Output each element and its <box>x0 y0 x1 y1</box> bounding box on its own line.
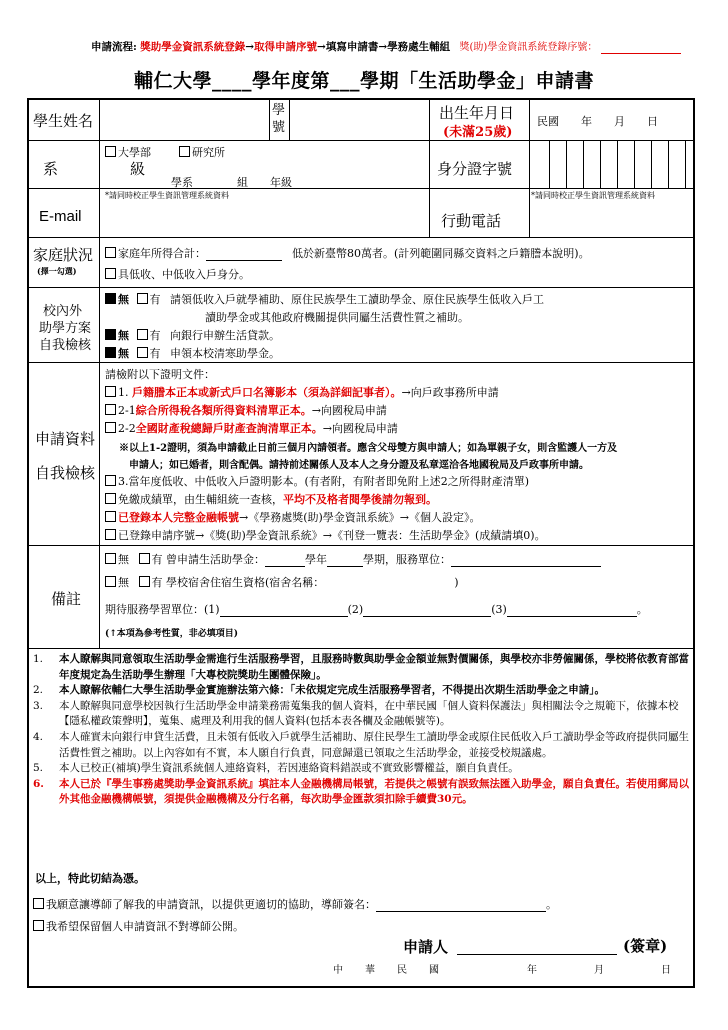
mentor-consent-option[interactable] <box>33 896 557 912</box>
application-form <box>27 98 695 988</box>
aid-1-no-label: 無 <box>118 293 129 306</box>
doc-4[interactable] <box>105 473 529 489</box>
term-5 <box>33 761 689 777</box>
remark-2-no: 無 <box>118 576 129 589</box>
flow-arrow-1: → <box>245 41 255 53</box>
term-4 <box>33 730 689 761</box>
term-1-text: 本人瞭解與同意領取生活助學金需進行生活服務學習，且服務時數與助學金金額並無對價關係，與學校亦非勞僱關係，學校將依教育部當年度規定為生活助學生辦理「大專校院獎助生團體保險」。 <box>59 653 689 681</box>
mentor-consent-label: 我願意讓導師了解我的申請資訊，以提供更適切的協助，導師簽名： <box>46 898 376 911</box>
family-income-tail: 低於新臺幣80萬者。(計列範圍同縣交資料之戶籍謄本說明)。 <box>292 247 590 260</box>
docs-note-2: 申請人；如已婚者，則含配偶。請持前述關係人及本人之身分證及私章逕洽各地國稅局及戶政事所申請。 <box>129 460 589 471</box>
term-3 <box>33 699 689 730</box>
doc-2-text: 綜合所得稅各類所得資料清單正本。 <box>135 404 312 417</box>
birth-date-note: (未滿25歲) <box>443 125 513 140</box>
aid-2-yes-checkbox[interactable] <box>137 329 148 340</box>
term-1 <box>33 652 689 683</box>
aid-2-text: 向銀行申辦生活貸款。 <box>170 329 280 342</box>
mentor-signature-field[interactable] <box>376 911 546 912</box>
birth-date-fields[interactable]: 民國 年 月 日 <box>537 115 658 128</box>
aid-1-yes-checkbox[interactable] <box>137 293 148 304</box>
doc-5-warning: 平均不及格者閱學後請勿報到。 <box>283 493 437 506</box>
aid-3-no-label: 無 <box>118 347 129 360</box>
aid-3-text: 申領本校清寒助學金。 <box>170 347 280 360</box>
family-income-label: 家庭年所得合計： <box>118 247 206 260</box>
aid-2-no-checkbox[interactable] <box>105 329 116 340</box>
remark-2-close: ) <box>454 576 459 589</box>
term-5-text: 本人已校正(補填)學生資訊系統個人連絡資料，若因連絡資料錯誤或不實致影響權益，願自負責任。 <box>59 762 519 775</box>
doc-7[interactable] <box>105 527 546 543</box>
aid-2-yes-label: 有 <box>149 329 161 342</box>
phone-note: *請同時校正學生資訊管理系統資料 <box>531 191 655 200</box>
aid-label-3: 自我檢核 <box>39 338 92 353</box>
email-note: *請同時校正學生資訊管理系統資料 <box>105 191 229 200</box>
flow-arrow-2: → <box>317 41 326 53</box>
flow-step-1: 獎助學金資訊系統登錄 <box>140 41 246 53</box>
term-6-num: 6. <box>33 777 44 790</box>
service-unit-3-label: (3) <box>491 603 507 616</box>
doc-1[interactable] <box>105 384 499 400</box>
doc-2-tail: →向國稅局申請 <box>311 404 387 417</box>
term-6 <box>33 777 689 808</box>
aid-item-1 <box>105 291 544 307</box>
aid-label-2: 助學方案 <box>39 321 92 336</box>
flow-arrow-3: → <box>378 41 388 53</box>
flow-step-2: 取得申請序號 <box>254 41 318 53</box>
aid-label-1: 校內外 <box>43 304 83 319</box>
remark-1 <box>105 551 601 567</box>
doc-3-num: 2-2 <box>118 422 136 435</box>
remark-1-text: 曾申請生活助學金： <box>166 553 265 566</box>
remark-1-year: 學年 <box>305 553 327 566</box>
aid-2-no-label: 無 <box>118 329 129 342</box>
aid-3-yes-label: 有 <box>149 347 161 360</box>
doc-1-num: 1. <box>118 386 129 399</box>
page-title: 輔仁大學____學年度第___學期「生活助學金」申請書 <box>133 70 594 92</box>
department-grade-field[interactable]: 學系 組 年級 <box>171 176 292 189</box>
application-flow <box>91 38 681 54</box>
remark-3 <box>105 601 648 617</box>
term-6-text: 本人已於『學生事務處獎助學金資訊系統』填註本人金融機構局帳號，若提供之帳號有誤致無法匯入助學金，願自負責任。若使用郵局以外其他金融機構帳號，須提供金融機構及分行名稱，每次助學金匯款須扣除手續費30元。 <box>59 777 689 806</box>
docs-note-1: ※以上1-2證明，須為申請截止日前三個月內請領者。應含父母雙方與申請人；如為單親子女，則含監護人一方及 <box>119 443 618 454</box>
low-income-label: 具低收、中低收入戶身分。 <box>118 268 250 281</box>
service-unit-2-field[interactable] <box>363 616 491 617</box>
doc-2[interactable] <box>105 402 387 418</box>
doc-3-tail: →向國稅局申請 <box>322 422 398 435</box>
mentor-private-label: 我希望保留個人申請資訊不對導師公開。 <box>46 920 244 933</box>
doc-4-text: 3.當年度低收、中低收入戶證明影本。(有者附，有附者即免附上述2之所得財產清單) <box>118 475 530 488</box>
docs-intro: 請檢附以下證明文件： <box>105 368 215 381</box>
aid-3-no-checkbox[interactable] <box>105 347 116 358</box>
aid-1-text-b: 讀助學金或其他政府機關提供同屬生活費性質之補助。 <box>205 311 469 324</box>
family-status-label: 家庭狀況 <box>33 246 94 264</box>
term-4-text: 本人確實未向銀行申貸生活費，且未領有低收入戶就學生活補助、原住民學生工讀助學金或原住民低收入戶工讀助學金等政府提供同屬生活費性質之補助。以上內容如有不實，本人願自行負責，同意歸還已領取之生活助學金，並接受校規議處。 <box>59 730 689 759</box>
docs-label-1: 申請資料 <box>35 430 96 448</box>
birth-date-label: 出生年月日 <box>439 104 515 122</box>
email-field[interactable] <box>105 202 423 232</box>
service-unit-2-label: (2) <box>347 603 364 616</box>
doc-6[interactable] <box>105 509 481 525</box>
mobile-phone-field[interactable] <box>533 202 689 232</box>
mobile-phone-label: 行動電話 <box>441 212 502 230</box>
date-day: 日 <box>661 965 671 976</box>
mentor-consent-end: 。 <box>546 898 557 911</box>
id-number-label: 身分證字號 <box>437 160 513 178</box>
flow-prefix: 申請流程: <box>91 41 137 53</box>
remarks-label: 備註 <box>51 590 82 608</box>
seal-label: (簽章) <box>623 937 668 955</box>
aid-1-text-a: 請領低收入戶就學補助、原住民族學生工讀助學金、原住民族學生低收入戶工 <box>170 293 544 306</box>
doc-3-text: 全國財產稅總歸戶財產查詢清單正本。 <box>135 422 323 435</box>
serial-input-line[interactable] <box>601 53 681 54</box>
remark-2-text: 學校宿舍住宿生資格(宿舍名稱： <box>166 576 325 589</box>
term-1-num: 1. <box>33 653 44 665</box>
serial-label: 獎(助)學金資訊系統登錄序號： <box>459 42 598 53</box>
term-5-num: 5. <box>33 762 44 775</box>
aid-3-yes-checkbox[interactable] <box>137 347 148 358</box>
remark-1-no: 無 <box>118 553 129 566</box>
doc-1-tail: →向戶政事務所申請 <box>401 386 499 399</box>
remark-2-yes: 有 <box>151 576 163 589</box>
date-year: 年 <box>527 965 537 976</box>
graduate-option[interactable] <box>179 144 225 160</box>
flow-step-4: 學務處生輔組 <box>387 41 451 53</box>
term-2 <box>33 683 689 699</box>
date-month: 月 <box>594 965 604 976</box>
aid-item-2 <box>105 327 280 343</box>
student-id-label: 學號 <box>272 103 286 135</box>
service-unit-label: 期待服務學習單位：(1) <box>105 603 220 616</box>
doc-2-num: 2-1 <box>118 404 136 417</box>
flow-step-3: 填寫申請書 <box>325 41 379 53</box>
aid-1-no-checkbox[interactable] <box>105 293 116 304</box>
term-4-num: 4. <box>33 730 44 743</box>
service-unit-3-field[interactable] <box>507 616 637 617</box>
applicant-label: 申請人 <box>403 938 449 956</box>
graduate-label: 研究所 <box>192 146 225 159</box>
email-label: E-mail <box>39 208 82 225</box>
remark-2 <box>105 574 459 590</box>
remark-1-yes-checkbox[interactable] <box>139 553 150 564</box>
closing-statement: 以上，特此切結為憑。 <box>35 872 145 885</box>
low-income-option[interactable] <box>105 266 250 282</box>
doc-5[interactable] <box>105 491 437 507</box>
doc-7-text: 已登錄申請序號→《獎(助)學金資訊系統》→《刊登一覽表：生活助學金》(成績請填0)。 <box>118 529 546 542</box>
service-unit-1-field[interactable] <box>220 616 348 617</box>
remarks-footnote: (↑本項為參考性質，非必填項目) <box>105 629 239 639</box>
service-unit-end: 。 <box>636 603 648 616</box>
applicant-signature-field[interactable] <box>457 936 617 955</box>
student-id-field[interactable] <box>295 104 425 136</box>
remark-2-no-checkbox[interactable] <box>105 576 116 587</box>
docs-label-2: 自我檢核 <box>35 464 96 482</box>
family-income-field[interactable] <box>206 260 282 261</box>
student-name-label: 學生姓名 <box>33 112 94 130</box>
doc-5-text: 免繳成績單，由生輔組統一查核， <box>118 493 283 506</box>
doc-1-text: 戶籍謄本正本或新式戶口名簿影本（須為詳細記事者）。 <box>132 386 402 399</box>
term-2-text: 本人瞭解依輔仁大學生活助學金實施辦法第六條：「未依規定完成生活服務學習者，不得提出次期生活助學金之申請」。 <box>59 684 605 697</box>
remark-1-unit-label: 學期，服務單位： <box>363 553 451 566</box>
remark-1-year-field[interactable] <box>265 566 305 567</box>
doc-6-tail: →《學務處獎(助)學金資訊系統》→《個人設定》。 <box>239 511 481 524</box>
aid-item-3 <box>105 345 280 361</box>
family-status-sub: (擇一勾選) <box>37 266 77 276</box>
doc-6-text: 已登錄本人完整金融帳號 <box>118 511 239 524</box>
student-name-field[interactable] <box>105 106 265 134</box>
date-roc: 中 華 民 國 <box>333 965 445 976</box>
doc-3[interactable] <box>105 420 398 436</box>
remark-1-yes: 有 <box>151 553 163 566</box>
mentor-private-option[interactable] <box>33 918 244 934</box>
term-2-num: 2. <box>33 684 44 697</box>
remark-1-semester-field[interactable] <box>327 566 363 567</box>
term-3-num: 3. <box>33 699 44 712</box>
aid-1-yes-label: 有 <box>149 293 161 306</box>
remark-2-yes-checkbox[interactable] <box>139 576 150 587</box>
remark-1-no-checkbox[interactable] <box>105 553 116 564</box>
department-label: 系 級 <box>43 160 160 178</box>
terms-list <box>33 652 689 808</box>
bachelor-label: 大學部 <box>118 146 151 159</box>
remark-1-unit-field[interactable] <box>451 566 601 567</box>
term-3-text: 本人瞭解與同意學校因執行生活助學金申請業務需蒐集我的個人資料，在中華民國「個人資料保護法」與相關法令之規範下，依據本校【隱私權政策聲明】，蒐集、處理及利用我的個人資料(包括本表各欄及金融帳號等)。 <box>59 699 679 728</box>
family-income-option[interactable] <box>105 245 590 261</box>
